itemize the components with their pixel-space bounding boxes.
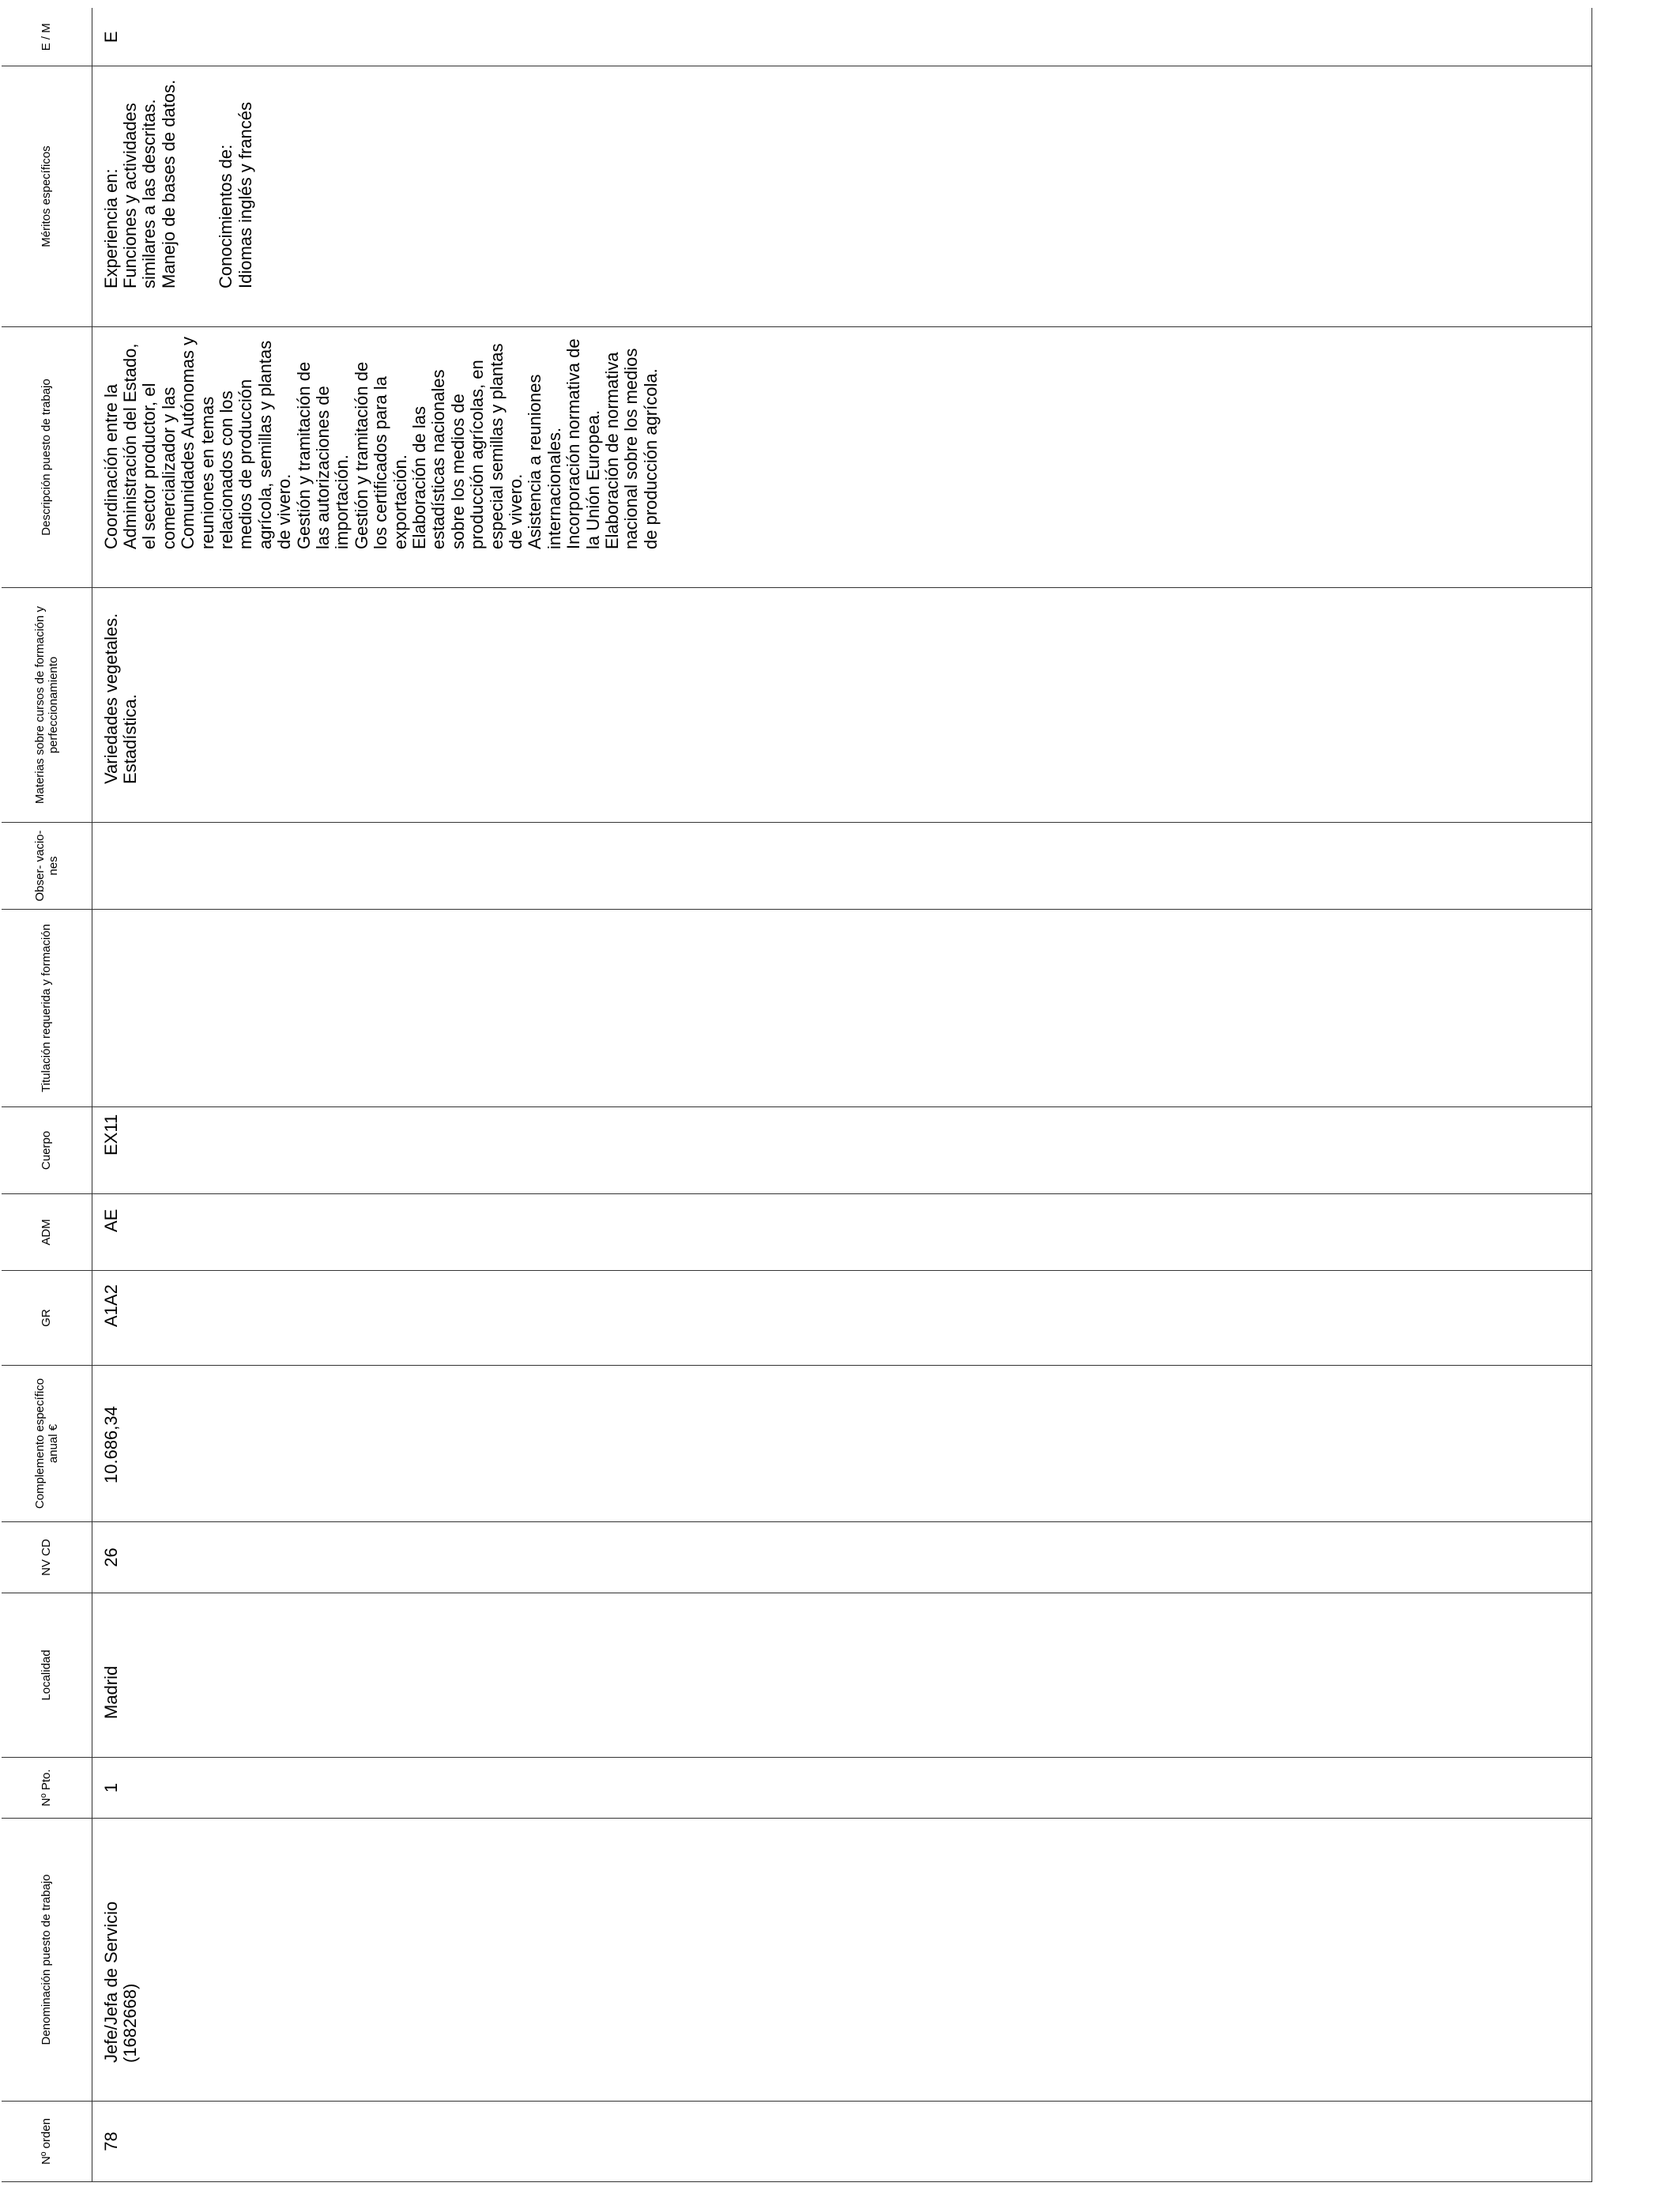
descripcion-item: Asistencia a reuniones internacionales.	[525, 374, 564, 549]
descripcion-item: Gestión y tramitación de las autorizaciones de importación.	[293, 361, 352, 549]
header-localidad: Localidad	[2, 1593, 92, 1758]
header-titulacion: Titulación requerida y formación	[2, 910, 92, 1107]
cell-nvcd: 26	[92, 1522, 1591, 1593]
cell-localidad: Madrid	[92, 1593, 1591, 1758]
header-row	[2, 9, 92, 2182]
cell-complemento: 10.686,34	[92, 1366, 1591, 1522]
header-nvcd: NV CD	[2, 1522, 92, 1593]
header-denominacion: Denominación puesto de trabajo	[2, 1819, 92, 2102]
job-positions-table	[2, 9, 1592, 2183]
header-adm: ADM	[2, 1194, 92, 1271]
cell-meritos	[92, 66, 1591, 327]
header-complemento: Complemento específico anual €	[2, 1366, 92, 1522]
cell-pto: 1	[92, 1758, 1591, 1819]
cell-adm: AE	[92, 1194, 1591, 1271]
cell-denominacion: Jefe/Jefa de Servicio (1682668)	[92, 1819, 1591, 2102]
descripcion-item: Incorporación normativa de la Unión Europea. Elaboración de normativa nacional sobre los medios de producción agrícola.	[563, 338, 661, 549]
descripcion-item: Elaboración de las estadísticas nacionales sobre los medios de producción agrícolas, en especial semillas y plantas de vivero.	[409, 343, 526, 549]
meritos-spacer	[179, 74, 217, 288]
cell-orden: 78	[92, 2102, 1591, 2182]
descripcion-item: Coordinación entre la Administración del Estado, el sector productor, el comercializador y las Comunidades Autónomas y reuniones en temas relacionados con los medios de producción agrícola, semillas y plantas de vivero.	[100, 336, 295, 549]
header-pto: Nº Pto.	[2, 1758, 92, 1819]
cell-materias: Variedades vegetales. Estadística.	[92, 588, 1591, 823]
descripcion-item: Gestión y tramitación de los certificados para la exportación.	[351, 361, 410, 549]
meritos-experiencia-item: Funciones y actividades similares a las descritas.	[119, 99, 160, 288]
cell-titulacion	[92, 910, 1591, 1107]
table-row	[92, 9, 1591, 2182]
header-meritos: Méritos específicos	[2, 66, 92, 327]
meritos-experiencia-item: Manejo de bases de datos.	[158, 79, 179, 288]
cell-descripcion	[92, 327, 1591, 588]
header-materias: Materias sobre cursos de formación y perfeccionamiento	[2, 588, 92, 823]
meritos-conocimientos-title: Conocimientos de:	[216, 144, 236, 288]
header-observaciones: Obser- vacio- nes	[2, 823, 92, 910]
header-cuerpo: Cuerpo	[2, 1107, 92, 1194]
header-gr: GR	[2, 1271, 92, 1366]
meritos-experiencia-title: Experiencia en:	[100, 168, 121, 288]
header-em: E / M	[2, 9, 92, 66]
header-descripcion: Descripción puesto de trabajo	[2, 327, 92, 588]
meritos-conocimientos-item: Idiomas inglés y francés	[235, 102, 255, 288]
cell-gr: A1A2	[92, 1271, 1591, 1366]
cell-cuerpo: EX11	[92, 1107, 1591, 1194]
cell-em: E	[92, 9, 1591, 66]
cell-observaciones	[92, 823, 1591, 910]
header-orden: Nº orden	[2, 2102, 92, 2182]
